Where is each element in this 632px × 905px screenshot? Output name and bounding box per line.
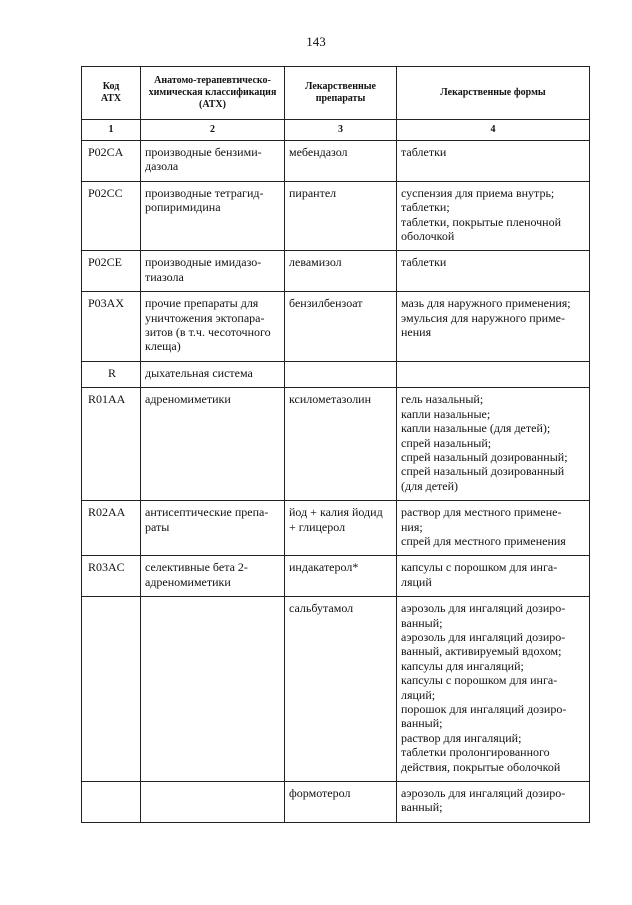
column-number: 3 — [285, 120, 397, 141]
atc-code-cell — [82, 782, 141, 823]
classification-cell: прочие препараты для уничтожения эктопара- зитов (в т.ч. чесоточного клеща) — [141, 292, 285, 362]
drug-table — [81, 66, 590, 823]
header-classification: Анатомо-терапевтическо- химическая классификация (АТХ) — [141, 67, 285, 120]
table-header-row — [82, 67, 590, 120]
dosage-forms-cell: аэрозоль для ингаляций дозиро- ванный; аэрозоль для ингаляций дозиро- ванный, активируемый вдохом; капсулы для ингаляций; капсулы с порошком для инга- ляций; порошок для ингаляций дозиро- ванный; раствор для ингаляций; таблетки пролонгированного действия, покрытые оболочкой — [397, 597, 590, 782]
column-number-row — [82, 120, 590, 141]
table-row — [82, 181, 590, 251]
dosage-forms-cell: аэрозоль для ингаляций дозиро- ванный; — [397, 782, 590, 823]
classification-cell: адреномиметики — [141, 388, 285, 501]
dosage-forms-cell: раствор для местного примене- ния; спрей для местного применения — [397, 501, 590, 556]
classification-cell — [141, 782, 285, 823]
atc-code-cell: R02AA — [82, 501, 141, 556]
atc-code-cell: R03AC — [82, 556, 141, 597]
column-number: 2 — [141, 120, 285, 141]
dosage-forms-cell: капсулы с порошком для инга- ляций — [397, 556, 590, 597]
drug-cell: индакатерол* — [285, 556, 397, 597]
dosage-forms-cell: таблетки — [397, 141, 590, 182]
classification-cell: селективные бета 2- адреномиметики — [141, 556, 285, 597]
classification-cell: производные тетрагид- ропиримидина — [141, 181, 285, 251]
table-row — [82, 361, 590, 387]
dosage-forms-cell: гель назальный; капли назальные; капли назальные (для детей); спрей назальный; спрей назальный дозированный; спрей назальный дозированный (для детей) — [397, 388, 590, 501]
atc-code-cell: R01AA — [82, 388, 141, 501]
drug-cell: формотерол — [285, 782, 397, 823]
table-row — [82, 251, 590, 292]
table-row — [82, 782, 590, 823]
drug-cell: бензилбензоат — [285, 292, 397, 362]
table-row — [82, 501, 590, 556]
drug-cell: сальбутамол — [285, 597, 397, 782]
header-atc-code: Код АТХ — [82, 67, 141, 120]
dosage-forms-cell: суспензия для приема внутрь; таблетки; таблетки, покрытые пленочной оболочкой — [397, 181, 590, 251]
atc-code-cell: P03AX — [82, 292, 141, 362]
drug-cell: йод + калия йодид + глицерол — [285, 501, 397, 556]
classification-cell: производные имидазо- тиазола — [141, 251, 285, 292]
table-row — [82, 556, 590, 597]
atc-code-cell: P02CC — [82, 181, 141, 251]
drug-cell: пирантел — [285, 181, 397, 251]
classification-cell — [141, 597, 285, 782]
classification-cell: производные бензими- дазола — [141, 141, 285, 182]
classification-cell: антисептические препа- раты — [141, 501, 285, 556]
table-row — [82, 388, 590, 501]
dosage-forms-cell: таблетки — [397, 251, 590, 292]
column-number: 1 — [82, 120, 141, 141]
page-number: 143 — [306, 34, 326, 49]
dosage-forms-cell: мазь для наружного применения; эмульсия для наружного приме- нения — [397, 292, 590, 362]
drug-cell — [285, 361, 397, 387]
classification-cell: дыхательная система — [141, 361, 285, 387]
header-drugs: Лекарственные препараты — [285, 67, 397, 120]
dosage-forms-cell — [397, 361, 590, 387]
atc-code-cell: P02CE — [82, 251, 141, 292]
atc-code-cell: P02CA — [82, 141, 141, 182]
atc-code-cell: R — [82, 361, 141, 387]
drug-cell: ксилометазолин — [285, 388, 397, 501]
table-row — [82, 141, 590, 182]
atc-code-cell — [82, 597, 141, 782]
column-number: 4 — [397, 120, 590, 141]
header-dosage-forms: Лекарственные формы — [397, 67, 590, 120]
drug-cell: левамизол — [285, 251, 397, 292]
table-row — [82, 597, 590, 782]
drug-cell: мебендазол — [285, 141, 397, 182]
table-row — [82, 292, 590, 362]
